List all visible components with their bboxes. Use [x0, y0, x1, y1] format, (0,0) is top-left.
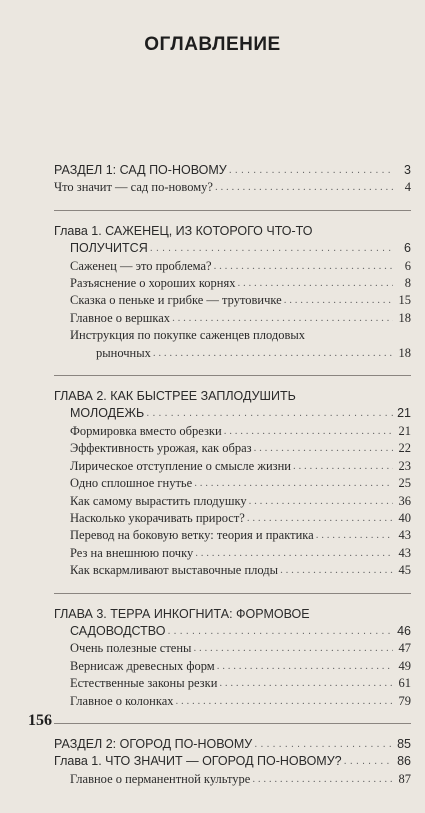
toc-entry-title: МОЛОДЕЖЬ — [70, 406, 145, 421]
toc-entry-title: ГЛАВА 3. ТЕРРА ИНКОГНИТА: ФОРМОВОЕ — [54, 606, 310, 621]
toc-entry — [54, 693, 411, 710]
toc-entry — [54, 510, 411, 527]
toc-entry-page: 23 — [398, 458, 411, 473]
dot-leader — [219, 675, 393, 692]
toc-entry-title: Разъяснение о хороших корнях — [70, 276, 236, 291]
toc-entry-title: Очень полезные стены — [70, 641, 192, 656]
toc-entry-page: 43 — [398, 528, 411, 543]
toc-entry-page: 25 — [398, 476, 411, 491]
dot-leader — [293, 458, 393, 475]
toc-entry-title: ПОЛУЧИТСЯ — [70, 241, 148, 256]
toc-entry-page: 79 — [398, 693, 411, 708]
dot-leader — [153, 345, 393, 362]
toc-entry-page: 3 — [404, 163, 411, 177]
toc-entry — [54, 606, 411, 623]
toc-section — [54, 223, 411, 376]
toc-entry — [54, 658, 411, 675]
dot-leader — [254, 440, 393, 457]
toc-entry-page: 21 — [398, 423, 411, 438]
toc-entry — [54, 240, 411, 257]
toc-entry-title: РАЗДЕЛ 1: САД ПО-НОВОМУ — [54, 163, 227, 177]
toc-entry-title: Саженец — это проблема? — [70, 258, 212, 273]
toc-entry — [54, 388, 411, 405]
toc-section — [54, 736, 411, 801]
toc-entry-title: Естественные законы резки — [70, 676, 218, 691]
toc-entry-page: 85 — [397, 736, 411, 751]
toc-entry-title: Формировка вместо обрезки — [70, 423, 222, 438]
toc-entry-title: РАЗДЕЛ 2: ОГОРОД ПО-НОВОМУ — [54, 736, 253, 751]
toc-entry-title: Глава 1. ЧТО ЗНАЧИТ — ОГОРОД ПО-НОВОМУ? — [54, 754, 342, 769]
toc-entry-page: 46 — [397, 623, 411, 638]
toc-entry-title: Одно сплошное гнутье — [70, 476, 193, 491]
toc-entry-title: Перевод на боковую ветку: теория и практика — [70, 528, 314, 543]
toc-entry — [54, 458, 411, 475]
toc-entry-title: Глава 1. САЖЕНЕЦ, ИЗ КОТОРОГО ЧТО-ТО — [54, 223, 313, 238]
toc-entry-title: Рез на внешнюю почку — [70, 545, 194, 560]
toc-entry-page: 43 — [398, 545, 411, 560]
toc-entry-page: 40 — [398, 510, 411, 525]
dot-leader — [195, 545, 393, 562]
toc-entry-page: 15 — [398, 293, 411, 308]
toc-entry-page: 18 — [398, 345, 411, 360]
toc-entry-title: Насколько укорачивать прирост? — [70, 510, 245, 525]
dot-leader — [176, 693, 394, 710]
toc-entry — [54, 771, 411, 788]
toc-entry-title: Инструкция по покупке саженцев плодовых — [70, 328, 306, 343]
toc-entry-page: 47 — [398, 641, 411, 656]
toc-entry — [54, 327, 411, 344]
table-of-contents — [54, 162, 411, 813]
toc-entry-page: 4 — [404, 180, 411, 195]
toc-entry-title: Главное о перманентной культуре — [70, 771, 251, 786]
toc-entry-title: Главное о колонках — [70, 693, 174, 708]
dot-leader — [238, 275, 394, 292]
dot-leader — [167, 623, 393, 640]
toc-entry-page: 87 — [398, 771, 411, 786]
toc-entry — [54, 423, 411, 440]
dot-leader — [316, 527, 393, 544]
toc-entry-title: Вернисаж древесных форм — [70, 658, 215, 673]
toc-entry-title: САДОВОДСТВО — [70, 623, 166, 638]
dot-leader — [247, 510, 393, 527]
toc-entry-page: 22 — [398, 441, 411, 456]
toc-entry — [54, 310, 411, 327]
dot-leader — [284, 292, 393, 309]
toc-entry — [54, 640, 411, 657]
dot-leader — [229, 162, 393, 179]
toc-entry — [54, 405, 411, 422]
toc-entry — [54, 440, 411, 457]
page-number: 156 — [28, 712, 52, 729]
toc-entry-title: Как вскармливают выставочные плоды — [70, 563, 279, 578]
dot-leader — [150, 240, 393, 257]
toc-entry — [54, 736, 411, 753]
toc-entry — [54, 292, 411, 309]
toc-entry — [54, 275, 411, 292]
dot-leader — [193, 640, 393, 657]
toc-entry-title: Эффективность урожая, как образ — [70, 441, 252, 456]
toc-entry-page: 6 — [404, 258, 411, 273]
toc-entry-page: 61 — [398, 676, 411, 691]
toc-entry — [54, 179, 411, 196]
toc-section — [54, 606, 411, 724]
toc-section — [54, 388, 411, 593]
toc-entry-title: рыночных — [96, 345, 151, 360]
toc-entry-title: Сказка о пеньке и грибке — трутовичке — [70, 293, 282, 308]
toc-entry-title: Главное о вершках — [70, 310, 171, 325]
toc-entry-page: 45 — [398, 563, 411, 578]
toc-entry-title: Как самому вырастить плодушку — [70, 493, 247, 508]
toc-entry-page: 21 — [397, 406, 411, 421]
page-title: ОГЛАВЛЕНИЕ — [144, 34, 281, 55]
toc-entry-page: 18 — [398, 310, 411, 325]
toc-entry — [54, 162, 411, 179]
toc-entry — [54, 223, 411, 240]
dot-leader — [252, 771, 393, 788]
toc-entry-title: ГЛАВА 2. КАК БЫСТРЕЕ ЗАПЛОДУШИТЬ — [54, 389, 296, 404]
toc-entry — [54, 675, 411, 692]
toc-entry — [54, 623, 411, 640]
toc-entry-page: 86 — [397, 754, 411, 769]
toc-entry-title: Что значит — сад по-новому? — [54, 180, 213, 195]
dot-leader — [280, 562, 393, 579]
dot-leader — [214, 258, 393, 275]
dot-leader — [254, 736, 393, 753]
toc-entry — [54, 258, 411, 275]
toc-entry — [54, 527, 411, 544]
dot-leader — [344, 753, 393, 770]
dot-leader — [146, 405, 393, 422]
toc-entry — [54, 345, 411, 362]
toc-entry-page: 6 — [404, 241, 411, 256]
toc-entry-page: 36 — [398, 493, 411, 508]
toc-entry-title: Лирическое отступление о смысле жизни — [70, 458, 291, 473]
dot-leader — [215, 179, 393, 196]
toc-entry-page: 49 — [398, 658, 411, 673]
dot-leader — [194, 475, 393, 492]
dot-leader — [172, 310, 393, 327]
toc-entry-page: 8 — [404, 276, 411, 291]
toc-entry — [54, 545, 411, 562]
toc-entry — [54, 475, 411, 492]
dot-leader — [224, 423, 393, 440]
dot-leader — [249, 493, 393, 510]
toc-entry — [54, 493, 411, 510]
toc-entry — [54, 753, 411, 770]
toc-section — [54, 162, 411, 211]
dot-leader — [217, 658, 393, 675]
toc-entry — [54, 562, 411, 579]
